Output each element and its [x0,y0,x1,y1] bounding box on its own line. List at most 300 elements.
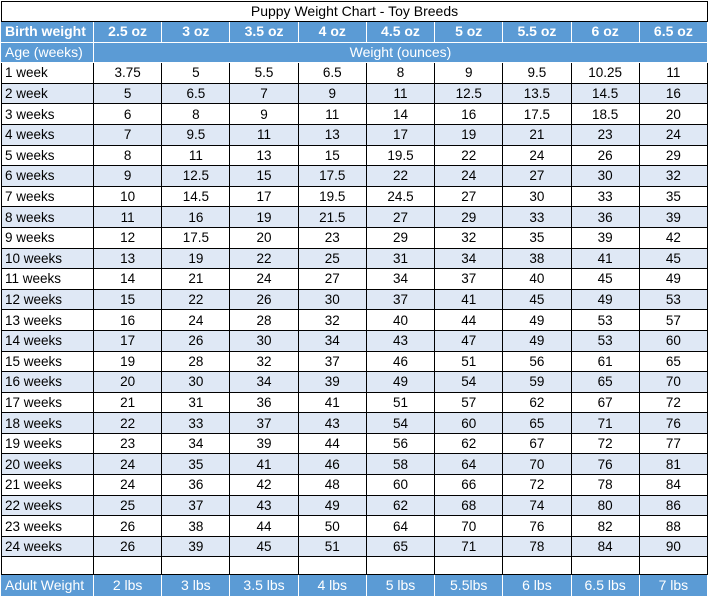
weight-cell: 20 [639,104,707,125]
weight-cell: 21 [94,392,162,413]
table-row [2,516,708,537]
table-row [2,330,708,351]
weight-cell: 30 [503,186,571,207]
birth-weight-column-header: 3 oz [162,22,230,43]
weight-cell: 46 [366,351,434,372]
weight-cell: 7 [230,83,298,104]
weight-cell: 23 [94,433,162,454]
weight-cell: 64 [435,454,503,475]
weight-cell: 14.5 [571,83,639,104]
weight-cell: 39 [230,433,298,454]
weight-cell: 24 [230,269,298,290]
weight-cell: 16 [639,83,707,104]
weight-cell: 37 [366,289,434,310]
weight-cell: 57 [639,310,707,331]
weight-cell: 30 [230,330,298,351]
weight-cell: 72 [639,392,707,413]
adult-weight-cell: 5.5lbs [435,575,503,597]
weight-cell: 30 [298,289,366,310]
weight-cell: 16 [94,310,162,331]
table-row [2,145,708,166]
weight-cell: 41 [298,392,366,413]
weight-cell: 70 [435,516,503,537]
weight-cell: 24.5 [366,186,434,207]
weight-cell: 60 [639,330,707,351]
weight-cell: 67 [571,392,639,413]
weight-cell: 7 [94,124,162,145]
table-row [2,536,708,557]
empty-cell [639,557,707,575]
weight-cell: 19.5 [298,186,366,207]
weight-cell: 65 [503,413,571,434]
age-cell: 15 weeks [2,351,94,372]
weight-cell: 20 [94,372,162,393]
empty-cell [298,557,366,575]
age-cell: 8 weeks [2,207,94,228]
weight-cell: 35 [162,454,230,475]
weight-cell: 36 [571,207,639,228]
weight-cell: 5 [94,83,162,104]
empty-cell [571,557,639,575]
weight-cell: 37 [435,269,503,290]
weight-cell: 46 [298,454,366,475]
adult-weight-label: Adult Weight [2,575,94,597]
weight-cell: 44 [435,310,503,331]
empty-cell [366,557,434,575]
weight-cell: 76 [503,516,571,537]
age-cell: 22 weeks [2,495,94,516]
weight-cell: 60 [435,413,503,434]
weight-cell: 19 [230,207,298,228]
weight-cell: 76 [639,413,707,434]
weight-cell: 32 [230,351,298,372]
weight-cell: 29 [366,227,434,248]
weight-cell: 16 [435,104,503,125]
weight-cell: 57 [435,392,503,413]
weight-cell: 45 [639,248,707,269]
weight-cell: 19 [94,351,162,372]
table-row [2,269,708,290]
table-row [2,83,708,104]
weight-cell: 5.5 [230,63,298,84]
weight-cell: 34 [366,269,434,290]
age-cell: 16 weeks [2,372,94,393]
weight-cell: 48 [298,475,366,496]
weight-cell: 82 [571,516,639,537]
weight-cell: 23 [298,227,366,248]
weight-cell: 54 [435,372,503,393]
weight-cell: 13 [94,248,162,269]
weight-cell: 9.5 [162,124,230,145]
age-cell: 7 weeks [2,186,94,207]
weight-cell: 12.5 [162,166,230,187]
empty-cell [162,557,230,575]
table-row [2,248,708,269]
weight-cell: 21 [162,269,230,290]
age-cell: 9 weeks [2,227,94,248]
weight-cell: 68 [435,495,503,516]
page-title: Puppy Weight Chart - Toy Breeds [2,2,708,22]
weight-cell: 29 [639,145,707,166]
weight-cell: 49 [298,495,366,516]
birth-weight-column-header: 4 oz [298,22,366,43]
weight-cell: 37 [162,495,230,516]
weight-cell: 62 [366,495,434,516]
weight-cell: 70 [639,372,707,393]
weight-cell: 44 [230,516,298,537]
adult-weight-row [2,575,708,597]
weight-cell: 77 [639,433,707,454]
weight-cell: 41 [435,289,503,310]
weight-cell: 38 [503,248,571,269]
weight-cell: 65 [366,536,434,557]
weight-cell: 13 [230,145,298,166]
weight-cell: 24 [94,475,162,496]
table-row [2,433,708,454]
subheader-row [2,42,708,63]
weight-cell: 50 [298,516,366,537]
weight-cell: 54 [366,413,434,434]
weight-cell: 26 [571,145,639,166]
weight-cell: 35 [503,227,571,248]
weight-cell: 31 [366,248,434,269]
weight-cell: 49 [639,269,707,290]
birth-weight-column-header: 3.5 oz [230,22,298,43]
weight-cell: 88 [639,516,707,537]
table-row [2,372,708,393]
weight-cell: 33 [571,186,639,207]
weight-cell: 78 [571,475,639,496]
weight-cell: 13.5 [503,83,571,104]
weight-cell: 21.5 [298,207,366,228]
age-cell: 24 weeks [2,536,94,557]
weight-cell: 45 [503,289,571,310]
weight-cell: 15 [298,145,366,166]
weight-cell: 6 [94,104,162,125]
weight-cell: 31 [162,392,230,413]
weight-cell: 49 [503,310,571,331]
empty-cell [503,557,571,575]
age-cell: 3 weeks [2,104,94,125]
weight-cell: 43 [366,330,434,351]
weight-cell: 10 [94,186,162,207]
weight-cell: 60 [366,475,434,496]
table-row [2,289,708,310]
table-row [2,310,708,331]
birth-weight-column-header: 2.5 oz [94,22,162,43]
birth-weight-label: Birth weight [2,22,94,43]
weight-cell: 56 [503,351,571,372]
weight-cell: 42 [639,227,707,248]
weight-cell: 20 [230,227,298,248]
weight-cell: 70 [503,454,571,475]
weight-cell: 9 [298,83,366,104]
weight-cell: 11 [639,63,707,84]
weight-cell: 11 [366,83,434,104]
age-cell: 18 weeks [2,413,94,434]
weight-cell: 40 [366,310,434,331]
table-row [2,392,708,413]
weight-cell: 21 [503,124,571,145]
weight-cell: 17 [230,186,298,207]
birth-weight-column-header: 5 oz [435,22,503,43]
weight-cell: 26 [230,289,298,310]
adult-weight-cell: 6.5 lbs [571,575,639,597]
empty-cell [435,557,503,575]
weight-cell: 27 [503,166,571,187]
weight-cell: 35 [639,186,707,207]
weight-cell: 26 [162,330,230,351]
weight-cell: 78 [503,536,571,557]
weight-cell: 8 [162,104,230,125]
weight-cell: 27 [435,186,503,207]
table-row [2,166,708,187]
age-cell: 2 week [2,83,94,104]
weight-cell: 9.5 [503,63,571,84]
weight-cell: 28 [230,310,298,331]
table-row [2,351,708,372]
weight-cell: 22 [435,145,503,166]
weight-cell: 28 [162,351,230,372]
weight-cell: 13 [298,124,366,145]
weight-cell: 10.25 [571,63,639,84]
adult-weight-cell: 2 lbs [94,575,162,597]
weight-cell: 9 [435,63,503,84]
age-cell: 17 weeks [2,392,94,413]
weight-cell: 67 [503,433,571,454]
weight-cell: 86 [639,495,707,516]
weight-cell: 22 [94,413,162,434]
weight-table [1,1,708,597]
age-cell: 21 weeks [2,475,94,496]
weight-cell: 5 [162,63,230,84]
age-cell: 12 weeks [2,289,94,310]
weight-cell: 11 [230,124,298,145]
table-row [2,186,708,207]
weight-cell: 24 [162,310,230,331]
weight-cell: 71 [571,413,639,434]
weight-cell: 6.5 [298,63,366,84]
birth-weight-column-header: 5.5 oz [503,22,571,43]
weight-cell: 72 [571,433,639,454]
weight-cell: 11 [162,145,230,166]
weight-cell: 37 [230,413,298,434]
weight-cell: 65 [571,372,639,393]
weight-cell: 80 [571,495,639,516]
weight-cell: 42 [230,475,298,496]
weight-cell: 37 [298,351,366,372]
weight-cell: 34 [162,433,230,454]
weight-cell: 49 [366,372,434,393]
spacer-row [2,557,708,575]
age-cell: 19 weeks [2,433,94,454]
weight-cell: 71 [435,536,503,557]
weight-cell: 53 [571,310,639,331]
table-row [2,63,708,84]
empty-cell [2,557,94,575]
weight-cell: 39 [639,207,707,228]
weight-cell: 14 [94,269,162,290]
weight-cell: 65 [639,351,707,372]
weight-cell: 24 [435,166,503,187]
age-cell: 10 weeks [2,248,94,269]
weight-cell: 30 [571,166,639,187]
weight-cell: 12.5 [435,83,503,104]
weight-cell: 49 [571,289,639,310]
weight-cell: 33 [503,207,571,228]
weight-cell: 41 [571,248,639,269]
table-row [2,495,708,516]
age-cell: 1 week [2,63,94,84]
weight-cell: 19 [162,248,230,269]
adult-weight-cell: 3 lbs [162,575,230,597]
age-cell: 6 weeks [2,166,94,187]
weight-cell: 90 [639,536,707,557]
weight-cell: 38 [162,516,230,537]
weight-group-label: Weight (ounces) [94,42,708,63]
weight-cell: 24 [639,124,707,145]
weight-cell: 15 [230,166,298,187]
birth-weight-column-header: 6.5 oz [639,22,707,43]
header-row [2,22,708,43]
weight-cell: 32 [298,310,366,331]
weight-cell: 56 [366,433,434,454]
weight-cell: 25 [298,248,366,269]
weight-cell: 62 [435,433,503,454]
table-row [2,413,708,434]
weight-cell: 49 [503,330,571,351]
table-row [2,124,708,145]
weight-cell: 17.5 [503,104,571,125]
weight-cell: 33 [162,413,230,434]
adult-weight-cell: 3.5 lbs [230,575,298,597]
adult-weight-cell: 7 lbs [639,575,707,597]
weight-cell: 6.5 [162,83,230,104]
weight-cell: 59 [503,372,571,393]
weight-cell: 41 [230,454,298,475]
weight-cell: 11 [298,104,366,125]
weight-cell: 9 [230,104,298,125]
weight-cell: 14.5 [162,186,230,207]
weight-cell: 22 [230,248,298,269]
weight-cell: 40 [503,269,571,290]
weight-cell: 51 [435,351,503,372]
weight-cell: 53 [571,330,639,351]
weight-cell: 22 [162,289,230,310]
weight-cell: 24 [94,454,162,475]
weight-cell: 43 [230,495,298,516]
weight-cell: 17 [366,124,434,145]
weight-cell: 47 [435,330,503,351]
weight-cell: 53 [639,289,707,310]
weight-cell: 26 [94,516,162,537]
age-cell: 23 weeks [2,516,94,537]
weight-cell: 84 [639,475,707,496]
weight-cell: 62 [503,392,571,413]
weight-cell: 36 [230,392,298,413]
weight-cell: 45 [230,536,298,557]
weight-cell: 14 [366,104,434,125]
weight-cell: 8 [94,145,162,166]
empty-cell [94,557,162,575]
weight-cell: 45 [571,269,639,290]
weight-cell: 39 [162,536,230,557]
weight-cell: 22 [366,166,434,187]
weight-cell: 17.5 [298,166,366,187]
weight-cell: 9 [94,166,162,187]
weight-cell: 17.5 [162,227,230,248]
weight-cell: 34 [230,372,298,393]
table-row [2,454,708,475]
weight-cell: 34 [435,248,503,269]
age-cell: 20 weeks [2,454,94,475]
weight-cell: 84 [571,536,639,557]
weight-cell: 51 [298,536,366,557]
weight-cell: 15 [94,289,162,310]
weight-cell: 25 [94,495,162,516]
table-row [2,104,708,125]
weight-cell: 19 [435,124,503,145]
weight-cell: 34 [298,330,366,351]
weight-cell: 8 [366,63,434,84]
weight-cell: 39 [571,227,639,248]
weight-table-body [2,2,708,597]
weight-cell: 23 [571,124,639,145]
age-cell: 11 weeks [2,269,94,290]
weight-cell: 72 [503,475,571,496]
age-cell: 4 weeks [2,124,94,145]
age-weeks-label: Age (weeks) [2,42,94,63]
weight-cell: 27 [366,207,434,228]
weight-cell: 17 [94,330,162,351]
weight-cell: 27 [298,269,366,290]
table-row [2,207,708,228]
weight-cell: 58 [366,454,434,475]
weight-cell: 32 [435,227,503,248]
weight-cell: 39 [298,372,366,393]
weight-cell: 19.5 [366,145,434,166]
weight-cell: 12 [94,227,162,248]
weight-cell: 66 [435,475,503,496]
adult-weight-cell: 4 lbs [298,575,366,597]
empty-cell [230,557,298,575]
table-row [2,227,708,248]
weight-cell: 64 [366,516,434,537]
weight-cell: 74 [503,495,571,516]
birth-weight-column-header: 4.5 oz [366,22,434,43]
weight-cell: 18.5 [571,104,639,125]
weight-cell: 81 [639,454,707,475]
age-cell: 13 weeks [2,310,94,331]
weight-cell: 29 [435,207,503,228]
age-cell: 14 weeks [2,330,94,351]
adult-weight-cell: 6 lbs [503,575,571,597]
weight-cell: 32 [639,166,707,187]
weight-cell: 16 [162,207,230,228]
weight-cell: 44 [298,433,366,454]
adult-weight-cell: 5 lbs [366,575,434,597]
weight-cell: 76 [571,454,639,475]
weight-cell: 30 [162,372,230,393]
weight-cell: 51 [366,392,434,413]
weight-cell: 43 [298,413,366,434]
birth-weight-column-header: 6 oz [571,22,639,43]
weight-cell: 26 [94,536,162,557]
age-cell: 5 weeks [2,145,94,166]
table-row [2,475,708,496]
weight-cell: 11 [94,207,162,228]
weight-cell: 3.75 [94,63,162,84]
